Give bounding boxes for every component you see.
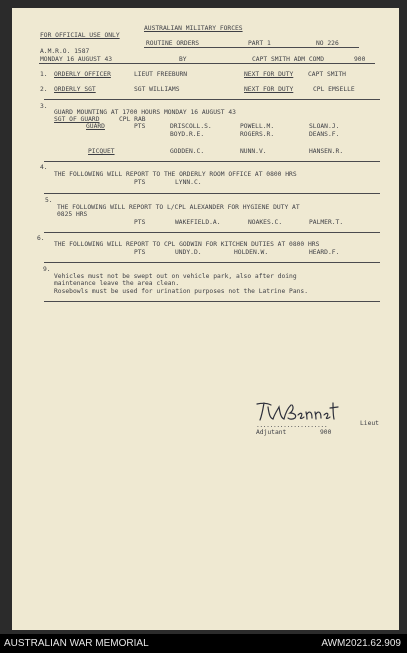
guard-mounting: GUARD MOUNTING AT 1700 HOURS MONDAY 16 AUGUST 43 (54, 109, 236, 116)
guard-name: BOYD.R.E. (170, 131, 205, 138)
next-duty-2: CPL EMSELLE (313, 86, 355, 93)
item-1-number: 1. (40, 71, 48, 78)
rule-2 (44, 99, 380, 100)
hygiene-pts: PTS (134, 219, 146, 226)
guard-name: DRISCOLL.S. (170, 123, 212, 130)
rule-4 (44, 193, 380, 194)
force-heading: AUSTRALIAN MILITARY FORCES (144, 25, 243, 32)
orders-title: ROUTINE ORDERS (146, 40, 200, 47)
order-number: NO 226 (316, 40, 339, 47)
footer-institution: AUSTRALIAN WAR MEMORIAL (4, 638, 149, 649)
picquet-label: PICQUET (88, 148, 115, 155)
hygiene-line-2: 0825 HRS (57, 211, 88, 218)
signatory-rank: Lieut (360, 420, 379, 427)
rule-7 (44, 301, 380, 302)
orderly-room-pts: PTS (134, 179, 146, 186)
signatory-title: Adjutant (256, 429, 287, 436)
hygiene-name: WAKEFIELD.A. (175, 219, 221, 226)
rule-3 (44, 161, 380, 162)
kitchen-line: THE FOLLOWING WILL REPORT TO CPL GODWIN FOR KITCHEN DUTIES AT 0800 HRS (54, 241, 320, 248)
kitchen-name: UNDY.D. (175, 249, 202, 256)
header-bottom-rule (39, 63, 375, 64)
picquet-name: HANSEN.R. (309, 148, 344, 155)
notice-line-2: maintenance leave the area clean. (54, 280, 180, 287)
footer-accession-number: AWM2021.62.909 (321, 638, 401, 649)
rule-5 (44, 232, 380, 233)
guard-name: SLOAN.J. (309, 123, 340, 130)
notice-line-1: Vehicles must not be swept out on vehicle park, also after doing (54, 273, 297, 280)
hygiene-name: PALMER.T. (309, 219, 344, 226)
item-2-number: 2. (40, 86, 48, 93)
footer-bar (0, 634, 407, 653)
issuer-unit: 900 (354, 56, 366, 63)
by-label: BY (179, 56, 187, 63)
cpl-rab-label: CPL RAB (119, 116, 146, 123)
orderly-officer-label: ORDERLY OFFICER (54, 71, 111, 78)
item-4-number: 4. (40, 164, 48, 171)
picquet-name: NUNN.V. (240, 148, 267, 155)
sgt-of-guard-label: SGT OF GUARD (54, 116, 100, 123)
item-3-number: 3. (40, 103, 48, 110)
orderly-officer: LIEUT FREEBURN (134, 71, 188, 78)
official-use-heading: FOR OFFICIAL USE ONLY (40, 32, 120, 39)
issuer: CAPT SMITH ADM COMD (252, 56, 325, 63)
orderly-sgt: SGT WILLIAMS (134, 86, 180, 93)
guard-name: POWELL.M. (240, 123, 275, 130)
kitchen-name: HOLDEN.W. (234, 249, 269, 256)
header-rule (144, 47, 359, 48)
rule-6 (44, 262, 380, 263)
item-9-number: 9. (43, 266, 51, 273)
guard-label: GUARD (86, 123, 105, 130)
next-duty-label-2: NEXT FOR DUTY (244, 86, 294, 93)
item-5-number: 5. (45, 197, 53, 204)
kitchen-pts: PTS (134, 249, 146, 256)
document-page (12, 8, 399, 630)
hygiene-line-1: THE FOLLOWING WILL REPORT TO L/CPL ALEXANDER FOR HYGIENE DUTY AT (57, 204, 300, 211)
hygiene-name: NOAKES.C. (248, 219, 283, 226)
amro-number: A.M.R.O. 1587 (40, 48, 90, 55)
guard-name: DEANS.F. (309, 131, 340, 138)
notice-line-3: Rosebowls must be used for urination purposes not the Latrine Pans. (54, 288, 309, 295)
orderly-sgt-label: ORDERLY SGT (54, 86, 96, 93)
kitchen-name: HEARD.F. (309, 249, 340, 256)
picquet-name: GODDEN.C. (170, 148, 205, 155)
orderly-room-line: THE FOLLOWING WILL REPORT TO THE ORDERLY ROOM OFFICE AT 0800 HRS (54, 171, 297, 178)
orderly-room-name: LYNN.C. (175, 179, 202, 186)
next-duty-label-1: NEXT FOR DUTY (244, 71, 294, 78)
guard-name: ROGERS.R. (240, 131, 275, 138)
part-label: PART 1 (248, 40, 271, 47)
guard-pts: PTS (134, 123, 146, 130)
item-6-number: 6. (37, 235, 45, 242)
signature-dotted-line: ..................... (256, 422, 328, 429)
signatory-unit: 900 (320, 429, 332, 436)
order-date: MONDAY 16 AUGUST 43 (40, 56, 113, 63)
next-duty-1: CAPT SMITH (308, 71, 346, 78)
